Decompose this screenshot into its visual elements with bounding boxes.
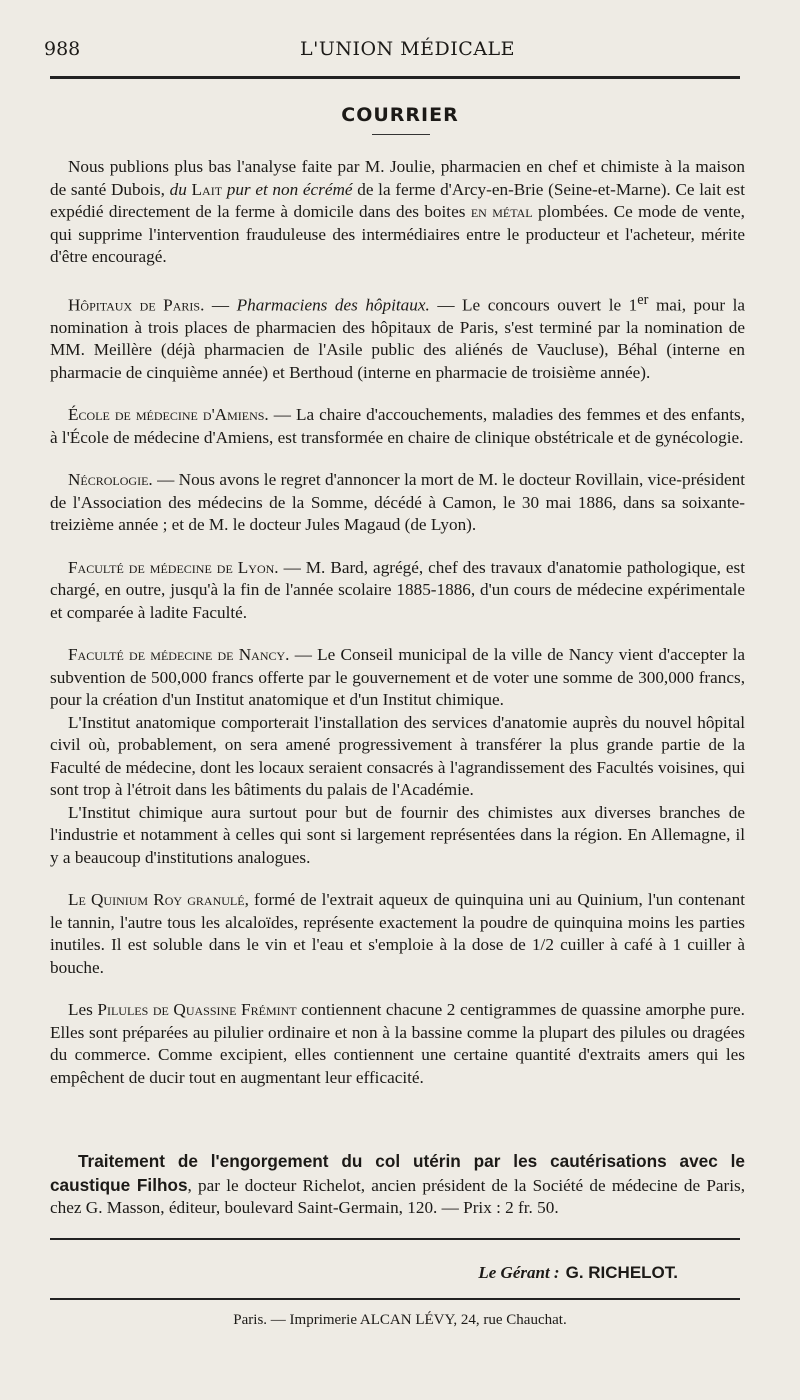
journal-title: L'UNION MÉDICALE (300, 38, 516, 60)
paragraph-hospitals: Hôpitaux de Paris. — Pharmaciens des hôpitaux. — Le concours ouvert le 1er mai, pour la nomination à trois places de pharmacien des hôpitaux de Paris, s'est terminé par la nomination de MM. Meillère (déjà pharmacien de l'Asile public des aliénés de Vaucluse), Béhal (interne en pharmacie de cinquième année) et Berthoud (interne en pharmacie de troisième année). (50, 291, 745, 382)
paragraph-quinium: Le Quinium Roy granulé, formé de l'extrait aqueux de quinquina uni au Quinium, l'un contenant le tannin, l'autre tous les alcaloïdes, représente exactement la poudre de quinquina moins les parties inutiles. Il est soluble dans le vin et l'eau et s'emploie à la dose de 1/2 cuiller à café à 1 cuiller à bouche. (50, 890, 745, 977)
page-number: 988 (44, 38, 81, 60)
book-advertisement: Traitement de l'engorgement du col utérin par les cautérisations avec le caustique Filhos, par le docteur Richelot, ancien président de la Société de médecine de Paris, chez G. Masson, éditeur, boulevard Saint-Germain, 120. — Prix : 2 fr. 50. (50, 1151, 745, 1217)
footer-rule-top (50, 1238, 740, 1240)
paragraph-anatomy-institute: L'Institut anatomique comporterait l'installation des services d'anatomie auprès du nouvel hôpital civil où, probablement, on sera amené progressivement à transférer la plus grande partie de la Faculté de médecine, dont les locaux seraient consacrés à l'agrandissement des Facultés voisines, qui sont trop à l'étroit dans les bâtiments du palais de l'Académie. (50, 712, 745, 800)
printer-line: Paris. — Imprimerie ALCAN LÉVY, 24, rue Chauchat. (233, 1312, 567, 1328)
section-title: COURRIER (341, 104, 459, 126)
gerant-signature: Le Gérant : G. RICHELOT. (478, 1263, 678, 1282)
paragraph-lyon: Faculté de médecine de Lyon. — M. Bard, agrégé, chef des travaux d'anatomie pathologique, est chargé, en outre, jusqu'à la fin de l'année scolaire 1885-1886, d'un cours de médecine expérimentale et comparée à ladite Faculté. (50, 557, 746, 622)
paragraph-quassine: Les Pilules de Quassine Frémint contiennent chacune 2 centigrammes de quassine amorphe pure. Elles sont préparées au pilulier ordinaire et non à la bassine comme la plupart des pilules ou dragées du commerce. Comme excipient, elles contiennent une certaine quantité d'extraits amers qui les empêchent de ducir tout en augmentant leur efficacité. (50, 1000, 745, 1087)
article-body (50, 156, 745, 1109)
title-underline (372, 134, 430, 135)
paragraph-milk: Nous publions plus bas l'analyse faite par M. Joulie, pharmacien en chef et chimiste à la maison de santé Dubois, du Lait pur et non écrémé de la ferme d'Arcy-en-Brie (Seine-et-Marne). Ce lait est expédié directement de la ferme à domicile dans des boites en métal plombées. Ce mode de vente, qui supprime l'intervention frauduleuse des intermédiaires entre le producteur et l'acheteur, mérite d'être encouragé. (50, 157, 745, 266)
paragraph-nancy: Faculté de médecine de Nancy. — Le Conseil municipal de la ville de Nancy vient d'accepter la subvention de 500,000 francs offerte par le gouvernement et de voter une somme de 300,000 francs, pour la création d'un Institut anatomique et d'un Institut chimique. (50, 645, 745, 710)
footer-rule-bottom (50, 1298, 740, 1300)
paragraph-chemistry-institute: L'Institut chimique aura surtout pour but de fournir des chimistes aux diverses branches de l'industrie et notamment à celles qui sont si largement représentées dans la région. En Allemagne, il y a beaucoup d'institutions analogues. (50, 802, 745, 867)
paragraph-amiens: École de médecine d'Amiens. — La chaire d'accouchements, maladies des femmes et des enfants, à l'École de médecine d'Amiens, est transformée en chaire de clinique obstétricale et de gynécologie. (50, 405, 745, 447)
paragraph-necrology: Nécrologie. — Nous avons le regret d'annoncer la mort de M. le docteur Rovillain, vice-président de l'Association des médecins de la Somme, décédé à Camon, le 30 mai 1886, dans sa soixante-treizième année ; et de M. le docteur Jules Magaud (de Lyon). (50, 470, 745, 535)
header-rule (50, 76, 740, 79)
running-header (44, 38, 750, 68)
